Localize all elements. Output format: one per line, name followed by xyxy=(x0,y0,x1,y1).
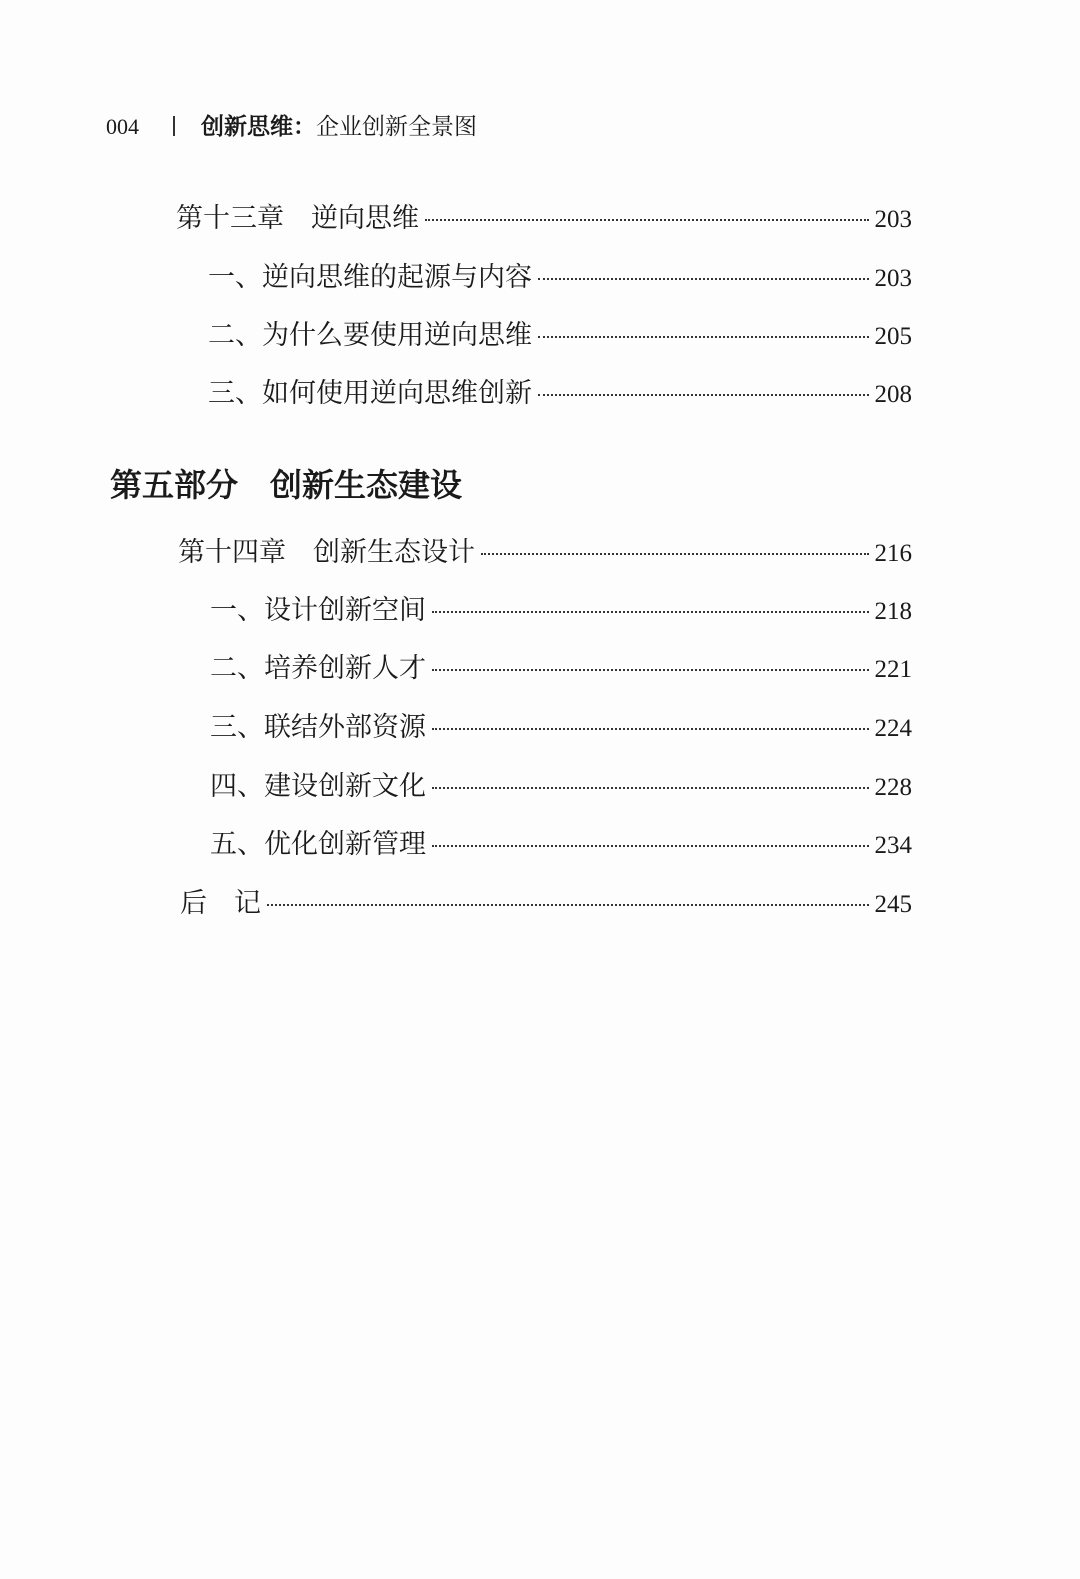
toc-leader-dots xyxy=(432,787,869,789)
toc-leader-dots xyxy=(538,336,869,338)
toc-entry-label: 三、如何使用逆向思维创新 xyxy=(208,378,532,409)
toc-entry-label: 第十四章 创新生态设计 xyxy=(178,537,475,568)
toc-entry[interactable] xyxy=(210,588,912,627)
toc-entry-page: 216 xyxy=(874,540,912,567)
toc-leader-dots xyxy=(432,669,869,671)
toc-entry-page: 205 xyxy=(874,323,912,350)
toc-entry-page: 234 xyxy=(874,832,912,859)
toc-entry[interactable] xyxy=(208,313,912,352)
toc-entry-page: 245 xyxy=(874,891,912,918)
toc-entry[interactable] xyxy=(210,822,912,861)
toc-leader-dots xyxy=(432,845,869,847)
toc-part-heading[interactable]: 第五部分 创新生态建设 xyxy=(110,466,463,504)
toc-entry[interactable] xyxy=(210,764,912,803)
toc-entry-page: 208 xyxy=(874,381,912,408)
toc-entry-label: 三、联结外部资源 xyxy=(210,712,426,743)
header-book-title: 创新思维： xyxy=(201,114,316,140)
toc-entry-page: 218 xyxy=(874,598,912,625)
header-page-number: 004 xyxy=(106,114,139,139)
toc-entry-page: 224 xyxy=(874,715,912,742)
toc-entry-chapter-13[interactable] xyxy=(176,196,912,235)
toc-entry-label: 二、为什么要使用逆向思维 xyxy=(208,320,532,351)
toc-entry-page: 203 xyxy=(874,206,912,233)
toc-entry-label: 四、建设创新文化 xyxy=(210,771,426,802)
toc-entry-label: 第十三章 逆向思维 xyxy=(176,203,419,234)
header-book-subtitle: 企业创新全景图 xyxy=(316,114,477,140)
toc-entry[interactable] xyxy=(208,371,912,410)
toc-entry[interactable] xyxy=(208,255,912,294)
toc-leader-dots xyxy=(481,553,869,555)
toc-entry-page: 228 xyxy=(874,774,912,801)
toc-entry-label: 一、逆向思维的起源与内容 xyxy=(208,262,532,293)
toc-entry-afterword[interactable] xyxy=(180,881,912,920)
toc-entry-label: 一、设计创新空间 xyxy=(210,595,426,626)
toc-leader-dots xyxy=(538,394,869,396)
toc-entry-label: 五、优化创新管理 xyxy=(210,829,426,860)
toc-entry-page: 221 xyxy=(874,656,912,683)
toc-entry-label: 二、培养创新人才 xyxy=(210,653,426,684)
running-header xyxy=(106,108,477,141)
header-divider xyxy=(173,116,175,136)
toc-leader-dots xyxy=(267,904,869,906)
toc-entry-label: 后 记 xyxy=(180,888,261,919)
toc-entry[interactable] xyxy=(210,705,912,744)
toc-entry-page: 203 xyxy=(874,265,912,292)
toc-leader-dots xyxy=(538,278,869,280)
toc-entry-chapter-14[interactable] xyxy=(178,530,912,569)
toc-leader-dots xyxy=(425,219,869,221)
toc-entry[interactable] xyxy=(210,646,912,685)
toc-leader-dots xyxy=(432,728,869,730)
toc-leader-dots xyxy=(432,611,869,613)
